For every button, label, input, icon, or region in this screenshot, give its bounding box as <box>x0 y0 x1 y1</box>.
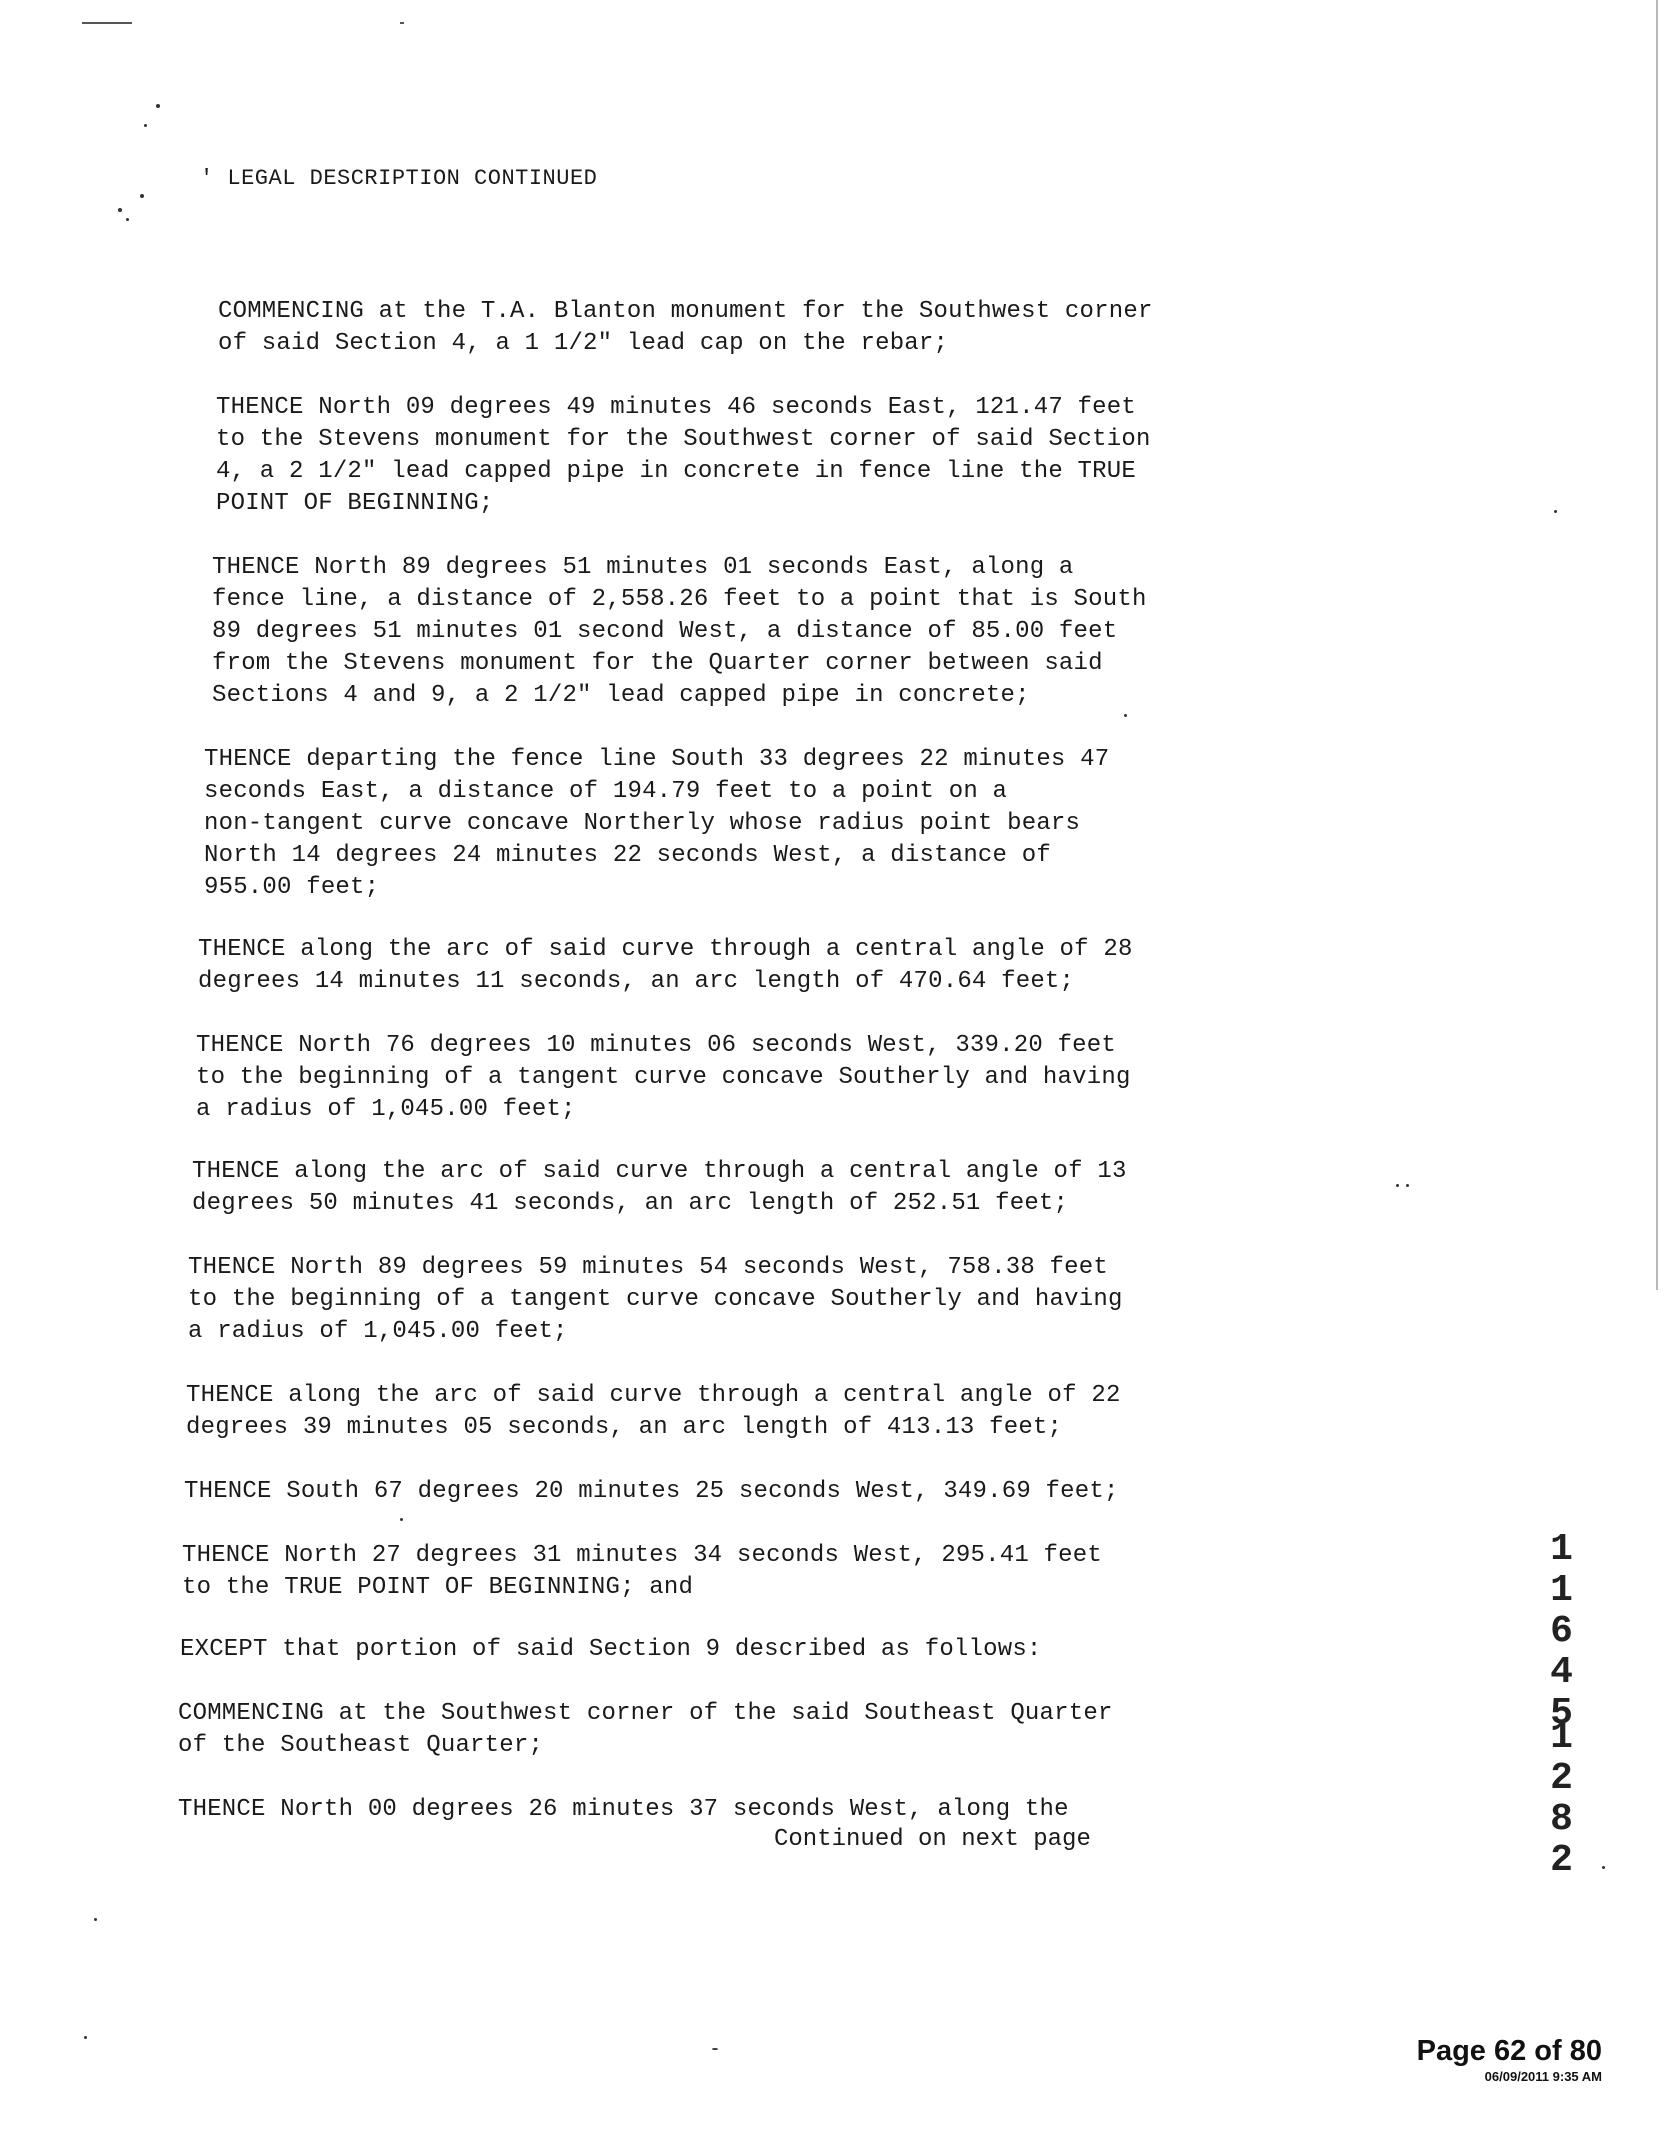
scan-speck <box>1406 1184 1409 1187</box>
legal-paragraph: THENCE North 89 degrees 59 minutes 54 seconds West, 758.38 feet to the beginning of a tangent curve concave Southerly and having a radius of 1,045.00 feet; <box>188 1254 1123 1345</box>
page-number: Page 62 of 80 <box>1416 2035 1602 2067</box>
scan-speck <box>1554 510 1557 513</box>
legal-paragraph: THENCE along the arc of said curve through a central angle of 13 degrees 50 minutes 41 seconds, an arc length of 252.51 feet; <box>192 1158 1127 1217</box>
header-tick: ' <box>200 166 228 191</box>
scan-speck <box>118 208 122 212</box>
legal-paragraph: THENCE departing the fence line South 33 degrees 22 minutes 47 seconds East, a distance of 194.79 feet to a point on a non-tangent curve concave Northerly whose radius point bears North 14 degrees 24 minutes 22 seconds West, a distance of 955.00 feet; <box>204 746 1110 901</box>
print-timestamp: 06/09/2011 9:35 AM <box>1484 2069 1602 2084</box>
scan-speck <box>156 104 160 108</box>
scan-speck <box>126 218 129 221</box>
scan-speck <box>84 2036 87 2039</box>
scan-speck <box>144 124 147 127</box>
recording-number-bottom <box>1540 1716 1584 1880</box>
scan-mark <box>400 22 404 24</box>
legal-paragraph: EXCEPT that portion of said Section 9 described as follows: <box>180 1636 1042 1663</box>
recording-number-top <box>1540 1528 1584 1733</box>
scan-speck <box>94 1918 97 1921</box>
scan-speck <box>1602 1866 1605 1869</box>
scan-speck <box>140 194 144 198</box>
header-text: LEGAL DESCRIPTION CONTINUED <box>227 166 598 191</box>
legal-paragraph: THENCE North 76 degrees 10 minutes 06 seconds West, 339.20 feet to the beginning of a tangent curve concave Southerly and having a radius of 1,045.00 feet; <box>196 1032 1131 1123</box>
legal-paragraph: COMMENCING at the T.A. Blanton monument for the Southwest corner of said Section 4, a 1 1/2" lead cap on the rebar; <box>218 298 1153 357</box>
legal-paragraph: THENCE along the arc of said curve through a central angle of 28 degrees 14 minutes 11 seconds, an arc length of 470.64 feet; <box>198 936 1133 995</box>
page-footer <box>1417 2034 1602 2086</box>
legal-paragraph: THENCE North 09 degrees 49 minutes 46 seconds East, 121.47 feet to the Stevens monument for the Southwest corner of said Section 4, a 2 1/2" lead capped pipe in concrete in fence line the TRUE POINT OF BEGINNING; <box>216 394 1151 517</box>
legal-paragraph: COMMENCING at the Southwest corner of the said Southeast Quarter of the Southeast Quarter; <box>178 1700 1113 1759</box>
scan-speck <box>712 2048 718 2050</box>
continued-note: Continued on next page <box>774 1826 1091 1853</box>
legal-paragraph: THENCE North 00 degrees 26 minutes 37 seconds West, along the <box>178 1796 1069 1823</box>
recording-number-bottom-text: 1282 <box>1540 1716 1583 1880</box>
scan-speck <box>400 1518 403 1521</box>
scan-speck <box>1124 714 1127 717</box>
legal-paragraph: THENCE North 89 degrees 51 minutes 01 seconds East, along a fence line, a distance of 2,558.26 feet to a point that is South 89 degrees 51 minutes 01 second West, a distance of 85.00 feet from the Stevens monument for the Quarter corner between said Sections 4 and 9, a 2 1/2" lead capped pipe in concrete; <box>212 554 1147 709</box>
recording-number-top-text: 11645 <box>1540 1528 1583 1733</box>
section-header <box>200 166 597 191</box>
scan-mark <box>82 22 132 24</box>
legal-paragraph: THENCE along the arc of said curve through a central angle of 22 degrees 39 minutes 05 seconds, an arc length of 413.13 feet; <box>186 1382 1121 1441</box>
scan-speck <box>1396 1184 1399 1187</box>
legal-paragraph: THENCE North 27 degrees 31 minutes 34 seconds West, 295.41 feet to the TRUE POINT OF BEGINNING; and <box>182 1542 1102 1601</box>
legal-paragraph: THENCE South 67 degrees 20 minutes 25 seconds West, 349.69 feet; <box>184 1478 1119 1505</box>
scan-edge-line <box>1656 0 1658 1290</box>
